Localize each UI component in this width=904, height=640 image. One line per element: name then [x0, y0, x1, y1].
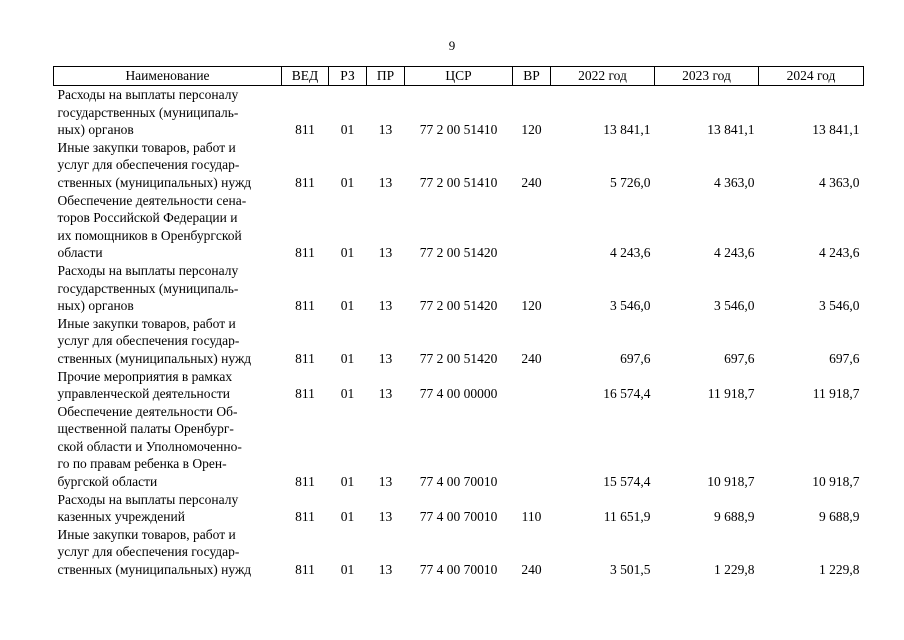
- cell-rz: 01: [340, 350, 355, 366]
- cell-2024: 697,6: [829, 350, 860, 366]
- cell-2023: 697,6: [724, 350, 755, 366]
- cell-2023: 13 841,1: [707, 122, 755, 138]
- cell-rz: 01: [340, 509, 355, 525]
- cell-pr: 13: [378, 474, 393, 490]
- page-number: 9: [448, 38, 456, 53]
- cell-name: [54, 491, 282, 526]
- name-line: Иные закупки товаров, работ и: [57, 526, 236, 542]
- cell-2023: 10 918,7: [707, 474, 755, 490]
- table-row: [54, 491, 864, 526]
- header-row: [54, 67, 864, 86]
- name-line: их помощников в Оренбургской: [57, 227, 242, 243]
- cell-vr: [513, 192, 551, 262]
- cell-ved: 811: [295, 245, 315, 261]
- cell-vr: 110: [521, 509, 542, 525]
- cell-2024: 10 918,7: [812, 474, 860, 490]
- cell-vr: 240: [521, 174, 542, 190]
- table-row: [54, 262, 864, 315]
- cell-2024: 1 229,8: [819, 562, 860, 578]
- name-line: Иные закупки товаров, работ и: [57, 315, 236, 331]
- cell-name: [54, 526, 282, 579]
- cell-csr: 77 4 00 70010: [419, 509, 498, 525]
- name-line: бургской области: [57, 474, 158, 490]
- cell-pr: 13: [378, 174, 393, 190]
- cell-csr: 77 2 00 51410: [419, 122, 498, 138]
- cell-2023: 11 918,7: [707, 386, 755, 402]
- name-line: Прочие мероприятия в рамках: [57, 368, 233, 384]
- table-row: [54, 403, 864, 491]
- cell-csr: 77 2 00 51420: [419, 245, 498, 261]
- name-line: услуг для обеспечения государ-: [57, 333, 240, 349]
- cell-ved: 811: [295, 386, 315, 402]
- cell-name: [54, 139, 282, 192]
- cell-csr: 77 2 00 51420: [419, 350, 498, 366]
- cell-vr: [513, 368, 551, 403]
- cell-rz: 01: [340, 474, 355, 490]
- name-line: щественной палаты Оренбург-: [57, 421, 234, 437]
- cell-vr: [513, 403, 551, 491]
- cell-rz: 01: [340, 298, 355, 314]
- cell-2022: 5 726,0: [610, 174, 651, 190]
- name-line: торов Российской Федерации и: [57, 210, 238, 226]
- cell-name: [54, 262, 282, 315]
- budget-table: [53, 66, 864, 579]
- cell-2022: 16 574,4: [603, 386, 651, 402]
- cell-pr: 13: [378, 245, 393, 261]
- header-ved: ВЕД: [282, 67, 329, 86]
- name-line: государственных (муниципаль-: [57, 280, 239, 296]
- cell-rz: 01: [340, 562, 355, 578]
- cell-ved: 811: [295, 174, 315, 190]
- header-2023: 2023 год: [655, 67, 759, 86]
- cell-vr: 240: [521, 562, 542, 578]
- name-line: государственных (муниципаль-: [57, 104, 239, 120]
- header-2022: 2022 год: [551, 67, 655, 86]
- cell-pr: 13: [378, 122, 393, 138]
- name-line: области: [57, 245, 103, 261]
- cell-ved: 811: [295, 474, 315, 490]
- name-line: Расходы на выплаты персоналу: [57, 491, 239, 507]
- cell-rz: 01: [340, 122, 355, 138]
- cell-vr: 120: [521, 298, 542, 314]
- table-row: [54, 526, 864, 579]
- cell-name: [54, 403, 282, 491]
- header-pr: ПР: [367, 67, 405, 86]
- cell-csr: 77 4 00 00000: [419, 386, 498, 402]
- cell-pr: 13: [378, 562, 393, 578]
- cell-rz: 01: [340, 245, 355, 261]
- cell-pr: 13: [378, 350, 393, 366]
- cell-name: [54, 86, 282, 139]
- name-line: го по правам ребенка в Орен-: [57, 456, 227, 472]
- cell-2024: 4 243,6: [819, 245, 860, 261]
- name-line: Обеспечение деятельности сена-: [57, 192, 247, 208]
- cell-ved: 811: [295, 298, 315, 314]
- table-row: [54, 315, 864, 368]
- cell-2022: 3 501,5: [610, 562, 651, 578]
- cell-ved: 811: [295, 122, 315, 138]
- name-line: услуг для обеспечения государ-: [57, 157, 240, 173]
- header-2024: 2024 год: [759, 67, 864, 86]
- table-row: [54, 368, 864, 403]
- cell-vr: 120: [521, 122, 542, 138]
- cell-2022: 3 546,0: [610, 298, 651, 314]
- cell-2024: 3 546,0: [819, 298, 860, 314]
- table-row: [54, 86, 864, 139]
- cell-name: [54, 315, 282, 368]
- cell-pr: 13: [378, 386, 393, 402]
- table-body: [54, 86, 864, 579]
- cell-csr: 77 2 00 51420: [419, 298, 498, 314]
- name-line: ственных (муниципальных) нужд: [57, 562, 252, 578]
- header-name: Наименование: [54, 67, 282, 86]
- cell-ved: 811: [295, 562, 315, 578]
- header-vr: ВР: [513, 67, 551, 86]
- cell-2023: 1 229,8: [714, 562, 755, 578]
- cell-2022: 15 574,4: [603, 474, 651, 490]
- cell-2023: 3 546,0: [714, 298, 755, 314]
- cell-2024: 11 918,7: [812, 386, 860, 402]
- name-line: Иные закупки товаров, работ и: [57, 139, 236, 155]
- name-line: ных) органов: [57, 122, 134, 138]
- cell-2024: 9 688,9: [819, 509, 860, 525]
- cell-csr: 77 4 00 70010: [419, 562, 498, 578]
- cell-2023: 9 688,9: [714, 509, 755, 525]
- cell-2023: 4 363,0: [714, 174, 755, 190]
- cell-2022: 4 243,6: [610, 245, 651, 261]
- name-line: Обеспечение деятельности Об-: [57, 403, 238, 419]
- name-line: ственных (муниципальных) нужд: [57, 174, 252, 190]
- cell-pr: 13: [378, 509, 393, 525]
- cell-2023: 4 243,6: [714, 245, 755, 261]
- cell-2022: 11 651,9: [603, 509, 651, 525]
- cell-2024: 4 363,0: [819, 174, 860, 190]
- cell-csr: 77 2 00 51410: [419, 174, 498, 190]
- cell-rz: 01: [340, 386, 355, 402]
- table-row: [54, 192, 864, 262]
- cell-rz: 01: [340, 174, 355, 190]
- cell-vr: 240: [521, 350, 542, 366]
- cell-ved: 811: [295, 350, 315, 366]
- cell-ved: 811: [295, 509, 315, 525]
- cell-name: [54, 192, 282, 262]
- cell-2022: 13 841,1: [603, 122, 651, 138]
- cell-csr: 77 4 00 70010: [419, 474, 498, 490]
- name-line: управленческой деятельности: [57, 386, 230, 402]
- name-line: ской области и Уполномоченно-: [57, 438, 242, 454]
- name-line: казенных учреждений: [57, 509, 185, 525]
- name-line: Расходы на выплаты персоналу: [57, 262, 239, 278]
- cell-2024: 13 841,1: [812, 122, 860, 138]
- header-rz: РЗ: [329, 67, 367, 86]
- header-csr: ЦСР: [405, 67, 513, 86]
- name-line: ственных (муниципальных) нужд: [57, 350, 252, 366]
- cell-name: [54, 368, 282, 403]
- name-line: Расходы на выплаты персоналу: [57, 87, 239, 102]
- table-row: [54, 139, 864, 192]
- table-header: [54, 67, 864, 86]
- cell-2022: 697,6: [620, 350, 651, 366]
- name-line: ных) органов: [57, 298, 134, 314]
- cell-pr: 13: [378, 298, 393, 314]
- name-line: услуг для обеспечения государ-: [57, 544, 240, 560]
